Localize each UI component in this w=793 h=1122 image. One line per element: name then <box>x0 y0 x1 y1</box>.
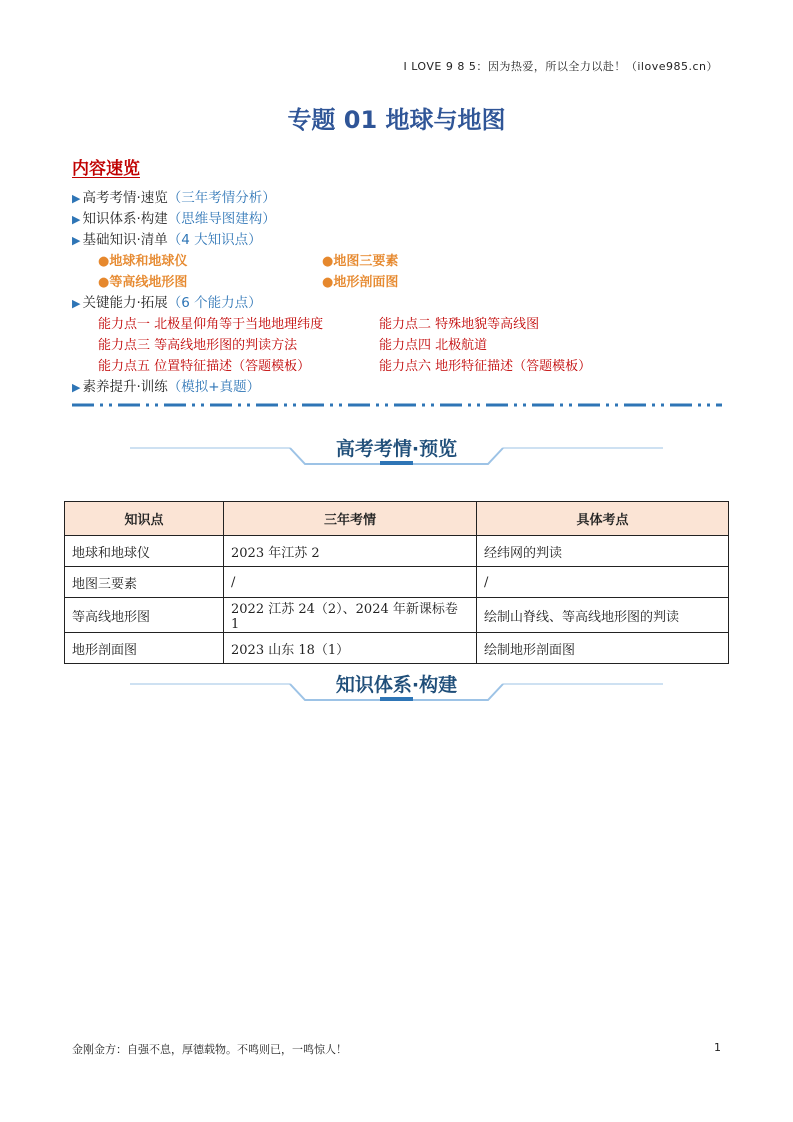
triangle-icon: ▶ <box>72 297 81 310</box>
ability-row <box>72 314 732 335</box>
table-cell: 绘制地形剖面图 <box>477 633 729 664</box>
knowledge-row <box>72 272 732 293</box>
table-cell: / <box>224 567 477 598</box>
toc-heading: 内容速览 <box>72 159 140 179</box>
toc-item[interactable]: ▶ 高考考情·速览（三年考情分析） <box>72 190 276 206</box>
ability-point[interactable]: 能力点五 位置特征描述（答题模板） <box>98 359 311 374</box>
ability-point[interactable]: 能力点六 地形特征描述（答题模板） <box>379 359 592 374</box>
table-header: 知识点 <box>65 502 224 536</box>
table-header: 具体考点 <box>477 502 729 536</box>
table-cell: 地图三要素 <box>65 567 224 598</box>
table-cell: 地形剖面图 <box>65 633 224 664</box>
page-title: 专题 01 地球与地图 <box>287 106 506 134</box>
triangle-icon: ▶ <box>72 234 81 247</box>
footer-motto: 金刚金方：自强不息，厚德载物。不鸣则已，一鸣惊人！ <box>72 1043 347 1056</box>
ability-row <box>72 356 732 377</box>
table-header: 三年考情 <box>224 502 477 536</box>
knowledge-point[interactable]: ●地图三要素 <box>322 254 399 269</box>
table-cell: 2022 江苏 24（2）、2024 年新课标卷 1 <box>224 598 477 633</box>
banner-title: 知识体系·构建 <box>335 674 458 696</box>
knowledge-point[interactable]: ●地球和地球仪 <box>98 254 188 269</box>
table-row <box>65 536 729 567</box>
table-cell: 2023 年江苏 2 <box>224 536 477 567</box>
table-row <box>65 633 729 664</box>
triangle-icon: ▶ <box>72 192 81 205</box>
triangle-icon: ▶ <box>72 381 81 394</box>
banner-title: 高考考情·预览 <box>335 438 458 460</box>
table-of-contents <box>72 188 732 398</box>
table-header-row <box>65 502 729 536</box>
table-cell: 2023 山东 18（1） <box>224 633 477 664</box>
dash-divider <box>72 403 722 407</box>
section-banner-knowledge <box>0 664 793 704</box>
table-cell: 经纬网的判读 <box>477 536 729 567</box>
table-cell: 地球和地球仪 <box>65 536 224 567</box>
toc-item[interactable]: ▶ 关键能力·拓展（6 个能力点） <box>72 295 262 311</box>
table-row <box>65 567 729 598</box>
ability-point[interactable]: 能力点一 北极星仰角等于当地地理纬度 <box>98 317 324 332</box>
table-cell: 绘制山脊线、等高线地形图的判读 <box>477 598 729 633</box>
toc-item[interactable]: ▶ 知识体系·构建（思维导图建构） <box>72 211 276 227</box>
knowledge-row <box>72 251 732 272</box>
knowledge-point[interactable]: ●地形剖面图 <box>322 275 399 290</box>
toc-item[interactable]: ▶ 素养提升·训练（模拟+真题） <box>72 379 261 395</box>
page-number: 1 <box>714 1041 721 1054</box>
toc-item[interactable]: ▶ 基础知识·清单（4 大知识点） <box>72 232 262 248</box>
page-header: I LOVE 9 8 5：因为热爱，所以全力以赴！（ilove985.cn） <box>403 60 718 73</box>
section-banner-exam <box>0 428 793 468</box>
ability-row <box>72 335 732 356</box>
table-cell: 等高线地形图 <box>65 598 224 633</box>
table-row <box>65 598 729 633</box>
ability-point[interactable]: 能力点三 等高线地形图的判读方法 <box>98 338 298 353</box>
ability-point[interactable]: 能力点二 特殊地貌等高线图 <box>379 317 540 332</box>
table-cell: / <box>477 567 729 598</box>
ability-point[interactable]: 能力点四 北极航道 <box>379 338 488 353</box>
exam-table <box>64 501 729 664</box>
triangle-icon: ▶ <box>72 213 81 226</box>
knowledge-point[interactable]: ●等高线地形图 <box>98 275 188 290</box>
